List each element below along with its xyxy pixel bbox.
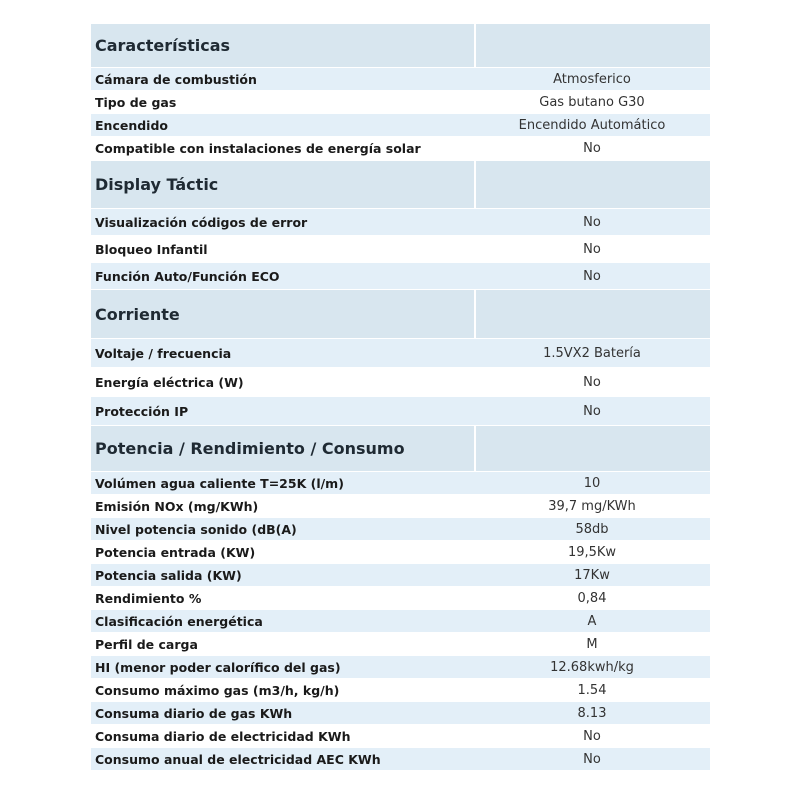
row-value: 12.68kwh/kg bbox=[474, 656, 710, 679]
row-label: Compatible con instalaciones de energía solar bbox=[91, 137, 474, 161]
row-label: HI (menor poder calorífico del gas) bbox=[91, 656, 474, 679]
section-title: Potencia / Rendimiento / Consumo bbox=[91, 426, 474, 472]
table-row bbox=[91, 541, 710, 564]
section-header bbox=[91, 290, 710, 339]
section-title: Características bbox=[91, 24, 474, 68]
row-label: Voltaje / frecuencia bbox=[91, 339, 474, 368]
row-value: 10 bbox=[474, 472, 710, 495]
table-row bbox=[91, 633, 710, 656]
table-row bbox=[91, 137, 710, 161]
row-value: 58db bbox=[474, 518, 710, 541]
row-value: No bbox=[474, 748, 710, 771]
row-label: Nivel potencia sonido (dB(A) bbox=[91, 518, 474, 541]
table-row bbox=[91, 518, 710, 541]
spec-table bbox=[91, 24, 710, 771]
table-row bbox=[91, 587, 710, 610]
table-row bbox=[91, 397, 710, 426]
table-row bbox=[91, 114, 710, 137]
table-row bbox=[91, 339, 710, 368]
row-value: Atmosferico bbox=[474, 68, 710, 91]
table-row bbox=[91, 472, 710, 495]
table-row bbox=[91, 263, 710, 290]
row-label: Potencia entrada (KW) bbox=[91, 541, 474, 564]
section-header bbox=[91, 426, 710, 472]
row-label: Potencia salida (KW) bbox=[91, 564, 474, 587]
section-header bbox=[91, 24, 710, 68]
table-row bbox=[91, 702, 710, 725]
row-value: 19,5Kw bbox=[474, 541, 710, 564]
row-value: 17Kw bbox=[474, 564, 710, 587]
row-value: No bbox=[474, 263, 710, 290]
table-row bbox=[91, 748, 710, 771]
row-value: No bbox=[474, 236, 710, 263]
row-value: No bbox=[474, 725, 710, 748]
section-header bbox=[91, 161, 710, 209]
table-row bbox=[91, 725, 710, 748]
row-label: Energía eléctrica (W) bbox=[91, 368, 474, 397]
row-label: Visualización códigos de error bbox=[91, 209, 474, 236]
section-header-blank bbox=[474, 290, 710, 339]
row-value: No bbox=[474, 368, 710, 397]
section-title: Display Táctic bbox=[91, 161, 474, 209]
row-value: 1.54 bbox=[474, 679, 710, 702]
row-label: Encendido bbox=[91, 114, 474, 137]
table-row bbox=[91, 679, 710, 702]
table-row bbox=[91, 91, 710, 114]
row-label: Rendimiento % bbox=[91, 587, 474, 610]
table-row bbox=[91, 656, 710, 679]
row-value: No bbox=[474, 209, 710, 236]
section-header-blank bbox=[474, 24, 710, 68]
row-value: Gas butano G30 bbox=[474, 91, 710, 114]
row-label: Consumo anual de electricidad AEC KWh bbox=[91, 748, 474, 771]
section-header-blank bbox=[474, 426, 710, 472]
row-label: Función Auto/Función ECO bbox=[91, 263, 474, 290]
table-row bbox=[91, 368, 710, 397]
row-value: M bbox=[474, 633, 710, 656]
table-row bbox=[91, 495, 710, 518]
row-label: Consumo máximo gas (m3/h, kg/h) bbox=[91, 679, 474, 702]
row-value: 1.5VX2 Batería bbox=[474, 339, 710, 368]
row-value: 39,7 mg/KWh bbox=[474, 495, 710, 518]
row-label: Consuma diario de gas KWh bbox=[91, 702, 474, 725]
row-label: Bloqueo Infantil bbox=[91, 236, 474, 263]
row-value: 0,84 bbox=[474, 587, 710, 610]
section-title: Corriente bbox=[91, 290, 474, 339]
row-label: Perfil de carga bbox=[91, 633, 474, 656]
table-row bbox=[91, 610, 710, 633]
section-header-blank bbox=[474, 161, 710, 209]
table-row bbox=[91, 564, 710, 587]
row-label: Cámara de combustión bbox=[91, 68, 474, 91]
table-row bbox=[91, 236, 710, 263]
table-row bbox=[91, 209, 710, 236]
row-value: No bbox=[474, 137, 710, 161]
row-value: 8.13 bbox=[474, 702, 710, 725]
row-value: No bbox=[474, 397, 710, 426]
row-label: Emisión NOx (mg/KWh) bbox=[91, 495, 474, 518]
row-label: Consuma diario de electricidad KWh bbox=[91, 725, 474, 748]
row-value: A bbox=[474, 610, 710, 633]
table-row bbox=[91, 68, 710, 91]
row-label: Tipo de gas bbox=[91, 91, 474, 114]
row-value: Encendido Automático bbox=[474, 114, 710, 137]
row-label: Protección IP bbox=[91, 397, 474, 426]
row-label: Clasificación energética bbox=[91, 610, 474, 633]
row-label: Volúmen agua caliente T=25K (l/m) bbox=[91, 472, 474, 495]
